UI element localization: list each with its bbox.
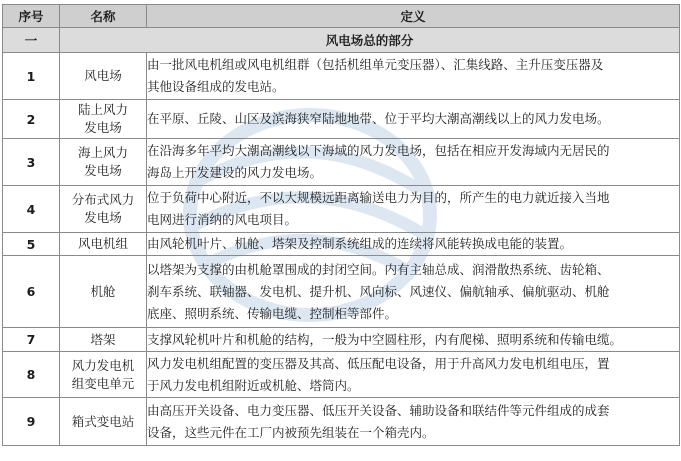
row-name-line: 风电场 <box>84 68 122 83</box>
row-name-line: 箱式变电站 <box>71 413 135 429</box>
table-row <box>3 53 680 100</box>
row-name <box>60 100 147 139</box>
row-name <box>60 139 147 186</box>
row-no: 1 <box>3 53 60 100</box>
table-row <box>3 100 680 139</box>
definition-line: 风力发电机组配置的变压器及其高、低压配电设备，用于升高风力发电机组电压，置 <box>147 355 610 371</box>
definition-line: 刹车系统、联轴器、发电机、提升机、风向标、风速仪、偏航轴承、偏航驱动、机舱 <box>147 283 610 299</box>
row-name <box>60 398 147 446</box>
definition-line: 在平原、丘陵、山区及滨海狭窄陆地地带、位于平均大潮高潮线以上的风力发电场。 <box>147 111 610 126</box>
row-no: 5 <box>3 233 60 256</box>
row-no: 7 <box>3 328 60 352</box>
table-row <box>3 352 680 398</box>
definition-line: 以塔架为支撑的由机舱罩围成的封闭空间。内有主轴总成、润滑散热系统、齿轮箱、 <box>147 261 610 277</box>
definition-line: 在沿海多年平均大潮高潮线以下海域的风力发电场，包括在相应开发海域内无居民的 <box>147 143 610 158</box>
row-no: 8 <box>3 352 60 398</box>
definition-line: 由风轮机叶片、机舱、塔架及控制系统组成的连续将风能转换成电能的装置。 <box>147 236 573 251</box>
row-definition <box>147 233 680 256</box>
row-name <box>60 256 147 328</box>
row-name-line: 风电机组 <box>77 236 128 251</box>
row-definition <box>147 53 680 100</box>
header-name: 名称 <box>60 5 147 28</box>
row-definition <box>147 186 680 233</box>
section-title: 风电场总的部分 <box>60 28 680 53</box>
row-definition <box>147 256 680 328</box>
row-no: 3 <box>3 139 60 186</box>
definition-line: 海岛上开发建设的风力发电场。 <box>147 165 323 180</box>
row-name <box>60 186 147 233</box>
row-no: 6 <box>3 256 60 328</box>
row-name <box>60 53 147 100</box>
row-name-line: 机舱 <box>90 283 116 299</box>
row-name-line: 分布式风力 <box>71 192 135 207</box>
section-no: 一 <box>3 28 60 53</box>
definition-line: 于风力发电机组附近或机舱、塔筒内。 <box>147 377 360 393</box>
row-name <box>60 233 147 256</box>
row-name <box>60 328 147 352</box>
row-no: 2 <box>3 100 60 139</box>
row-name-line: 发电场 <box>84 120 122 135</box>
row-no: 9 <box>3 398 60 446</box>
definition-line: 由高压开关设备、电力变压器、低压开关设备、辅助设备和联结件等元件组成的成套 <box>147 402 610 418</box>
definition-line: 电网进行消纳的风电项目。 <box>147 212 298 227</box>
definition-line: 由一批风电机组或风电机组群（包括机组单元变压器）、汇集线路、主升压变压器及 <box>147 57 604 72</box>
header-definition: 定义 <box>147 5 680 28</box>
header-no: 序号 <box>3 5 60 28</box>
row-no: 4 <box>3 186 60 233</box>
definition-line: 位于负荷中心附近，不以大规模远距离输送电力为目的，所产生的电力就近接入当地 <box>147 190 610 205</box>
table-row <box>3 139 680 186</box>
row-definition <box>147 139 680 186</box>
row-name-line: 塔架 <box>90 331 116 347</box>
definition-line: 支撑风轮机叶片和机舱的结构，一般为中空圆柱形，内有爬梯、照明系统和传输电缆。 <box>147 331 623 347</box>
table-row <box>3 398 680 446</box>
row-name-line: 风力发电机 <box>71 357 135 373</box>
definition-table <box>2 4 680 446</box>
table-header-row <box>3 5 680 28</box>
row-name <box>60 352 147 398</box>
section-row <box>3 28 680 53</box>
definition-line: 底座、照明系统、传输电缆、控制柜等部件。 <box>147 305 398 321</box>
table-row <box>3 186 680 233</box>
row-definition <box>147 328 680 352</box>
row-definition <box>147 398 680 446</box>
table-row <box>3 233 680 256</box>
row-name-line: 发电场 <box>84 163 122 178</box>
row-name-line: 海上风力 <box>77 145 128 160</box>
table-row <box>3 256 680 328</box>
row-name-line: 陆上风力 <box>77 102 128 117</box>
row-definition <box>147 100 680 139</box>
table-row <box>3 328 680 352</box>
row-definition <box>147 352 680 398</box>
definition-line: 其他设备组成的发电站。 <box>147 79 285 94</box>
row-name-line: 组变电单元 <box>71 375 135 391</box>
definition-line: 设备，这些元件在工厂内被预先组装在一个箱壳内。 <box>147 424 435 440</box>
row-name-line: 发电场 <box>84 210 122 225</box>
